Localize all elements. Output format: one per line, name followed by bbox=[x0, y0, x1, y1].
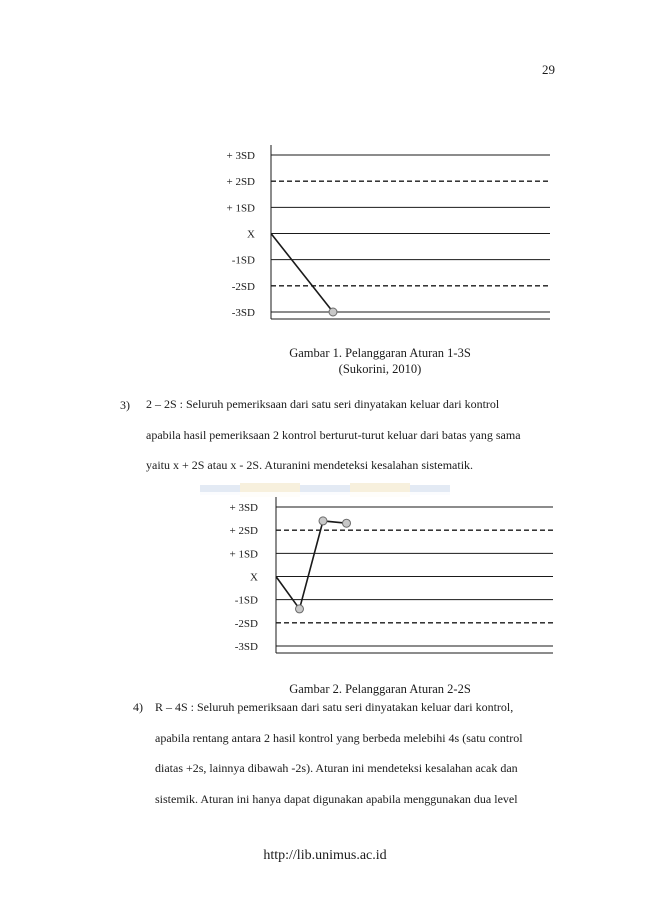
axis-tick-label: -2SD bbox=[234, 617, 258, 630]
data-point bbox=[296, 605, 304, 613]
paragraph-line: sistemik. Aturan ini hanya dapat digunakan apabila menggunakan dua level bbox=[155, 791, 518, 806]
paragraph-line: diatas +2s, lainnya dibawah -2s). Aturan ini mendeteksi kesalahan acak dan bbox=[155, 761, 518, 775]
axis-tick-label: + 1SD bbox=[229, 548, 258, 561]
figure-1-source: (Sukorini, 2010) bbox=[338, 362, 422, 376]
data-point bbox=[343, 519, 351, 527]
paragraph-line: apabila hasil pemeriksaan 2 kontrol berturut-turut keluar dari batas yang sama bbox=[146, 427, 521, 442]
axis-tick-label: + 3SD bbox=[226, 150, 255, 162]
axis-tick-label: + 1SD bbox=[226, 202, 255, 215]
footer-url: http://lib.unimus.ac.id bbox=[263, 848, 387, 863]
list-item-number: 4) bbox=[133, 700, 143, 714]
axis-tick-label: + 2SD bbox=[229, 525, 258, 538]
figure-2-caption: Gambar 2. Pelanggaran Aturan 2-2S bbox=[289, 682, 471, 696]
figure-2-chart bbox=[180, 492, 560, 662]
paragraph-line: R – 4S : Seluruh pemeriksaan dari satu seri dinyatakan keluar dari kontrol, bbox=[155, 700, 514, 714]
axis-tick-label: X bbox=[247, 228, 255, 241]
axis-tick-label: -3SD bbox=[231, 307, 255, 319]
data-point bbox=[329, 308, 337, 316]
list-item-text bbox=[155, 692, 557, 814]
axis-tick-label: -2SD bbox=[231, 280, 255, 293]
figure-1-chart bbox=[180, 143, 560, 333]
paragraph-line: yaitu x + 2S atau x - 2S. Aturanini mendeteksi kesalahan sistematik. bbox=[146, 458, 474, 472]
figure-1-caption: Gambar 1. Pelanggaran Aturan 1-3S bbox=[289, 346, 471, 360]
list-item-text bbox=[146, 389, 566, 481]
axis-tick-label: + 3SD bbox=[229, 502, 258, 514]
page-number: 29 bbox=[542, 62, 555, 77]
list-item-number: 3) bbox=[120, 398, 130, 412]
axis-tick-label: -3SD bbox=[234, 641, 258, 653]
data-point bbox=[319, 517, 327, 525]
axis-tick-label: + 2SD bbox=[226, 176, 255, 189]
paragraph-line: 2 – 2S : Seluruh pemeriksaan dari satu seri dinyatakan keluar dari kontrol bbox=[146, 397, 500, 411]
paragraph-line: apabila rentang antara 2 hasil kontrol yang berbeda melebihi 4s (satu control bbox=[155, 730, 523, 745]
axis-tick-label: -1SD bbox=[231, 254, 255, 267]
axis-tick-label: -1SD bbox=[234, 594, 258, 607]
axis-tick-label: X bbox=[250, 571, 258, 584]
